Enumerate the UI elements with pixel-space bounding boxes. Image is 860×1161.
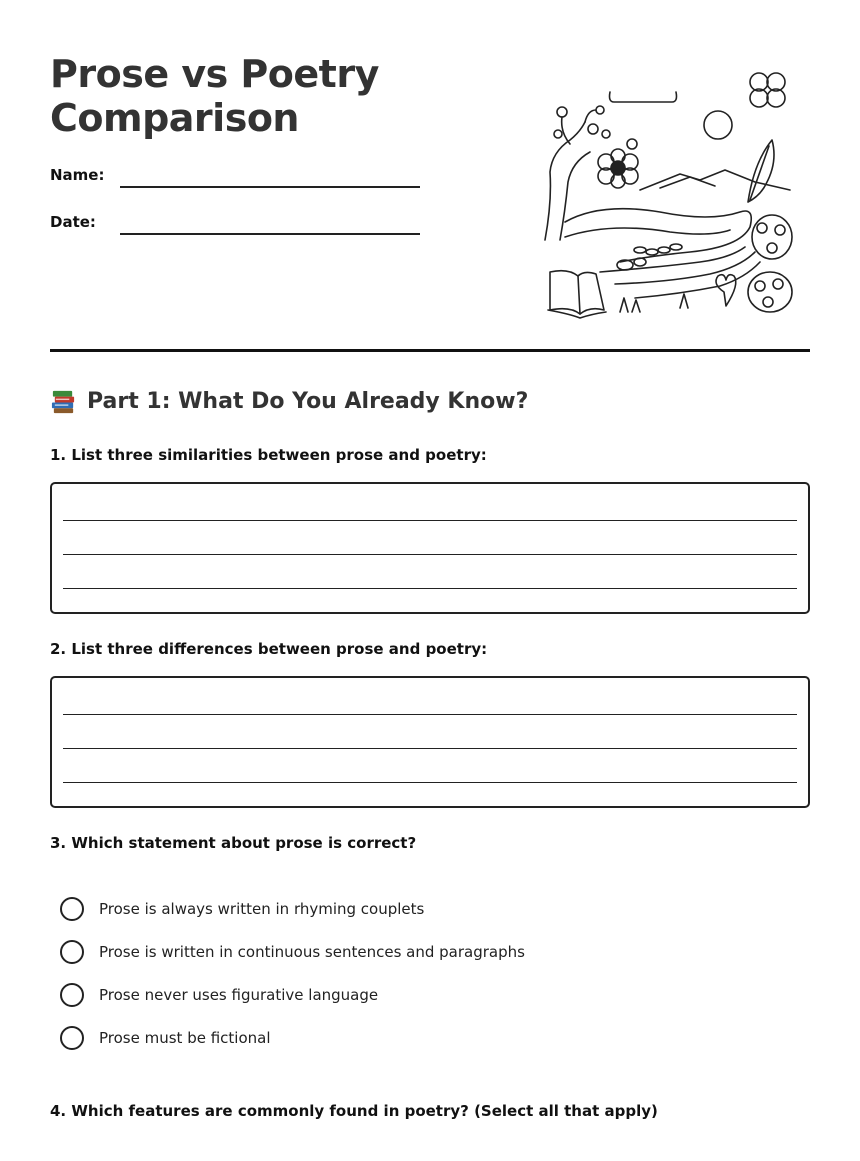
write-line[interactable] xyxy=(63,520,797,521)
name-label: Name: xyxy=(50,166,105,184)
answer-box-1[interactable] xyxy=(50,482,810,614)
option-label: Prose never uses figurative language xyxy=(99,986,379,1004)
question-3: 3. Which statement about prose is correct? xyxy=(50,834,417,852)
option-3a[interactable] xyxy=(60,896,424,922)
name-write-line[interactable] xyxy=(120,186,420,188)
radio-button[interactable] xyxy=(60,897,84,921)
books-icon xyxy=(50,388,77,415)
write-line[interactable] xyxy=(63,782,797,783)
option-label: Prose is always written in rhyming couplets xyxy=(99,900,425,918)
name-field[interactable] xyxy=(50,166,430,196)
write-line[interactable] xyxy=(63,748,797,749)
part1-title: Part 1: What Do You Already Know? xyxy=(87,389,529,414)
date-label: Date: xyxy=(50,213,96,231)
option-3c[interactable] xyxy=(60,982,378,1008)
option-3b[interactable] xyxy=(60,939,525,965)
radio-button[interactable] xyxy=(60,940,84,964)
date-write-line[interactable] xyxy=(120,233,420,235)
option-3d[interactable] xyxy=(60,1025,271,1051)
write-line[interactable] xyxy=(63,714,797,715)
write-line[interactable] xyxy=(63,588,797,589)
option-label: Prose is written in continuous sentences and paragraphs xyxy=(99,943,525,961)
radio-button[interactable] xyxy=(60,983,84,1007)
question-1: 1. List three similarities between prose and poetry: xyxy=(50,446,487,464)
page-title: Prose vs Poetry Comparison xyxy=(50,52,379,140)
question-2: 2. List three differences between prose and poetry: xyxy=(50,640,488,658)
write-line[interactable] xyxy=(63,554,797,555)
landscape-illustration xyxy=(540,62,800,322)
question-4: 4. Which features are commonly found in poetry? (Select all that apply) xyxy=(50,1102,658,1120)
answer-box-2[interactable] xyxy=(50,676,810,808)
part1-heading xyxy=(50,388,528,415)
option-label: Prose must be fictional xyxy=(99,1029,271,1047)
header-divider xyxy=(50,349,810,352)
radio-button[interactable] xyxy=(60,1026,84,1050)
date-field[interactable] xyxy=(50,213,430,243)
